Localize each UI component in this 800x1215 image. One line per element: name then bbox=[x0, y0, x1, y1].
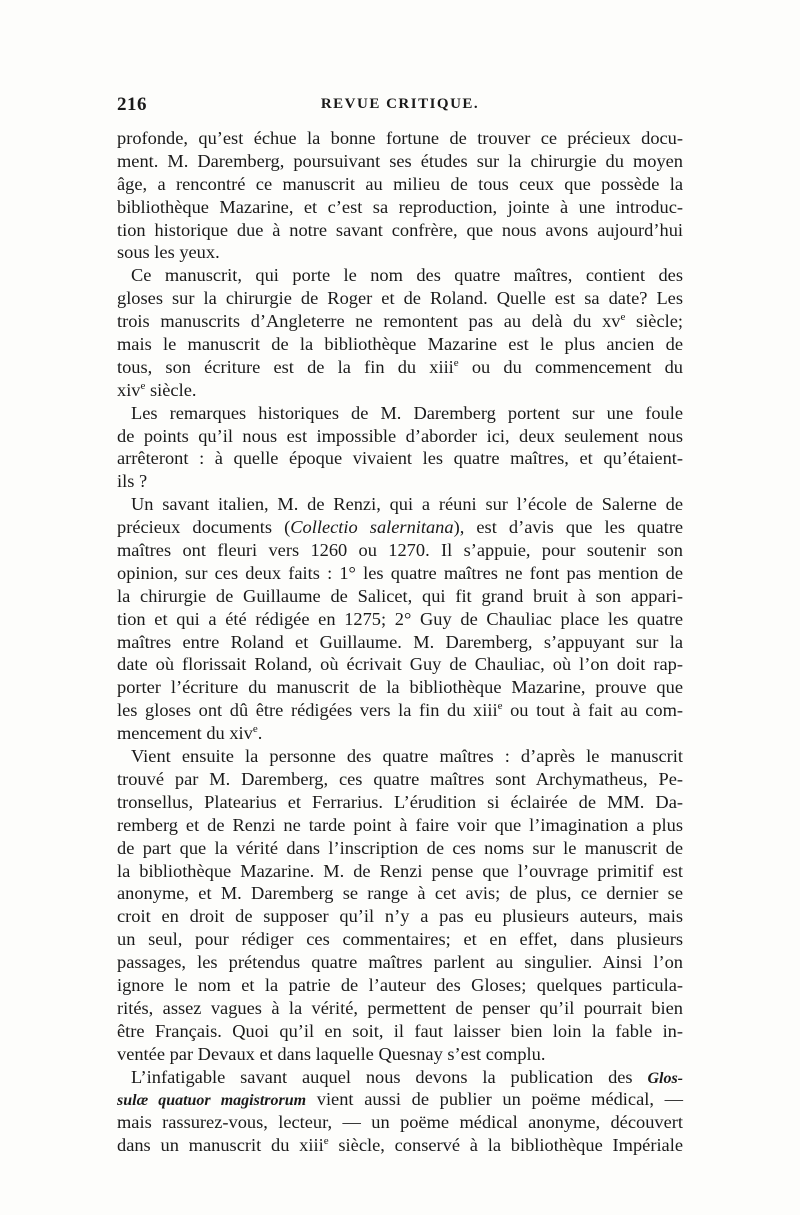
text-segment: précieux documents ( bbox=[117, 517, 291, 538]
superscript: e bbox=[252, 723, 258, 736]
text-line: maîtres entre Roland et Guillaume. M. Daremberg, s’appuyant sur la bbox=[117, 631, 683, 652]
text-segment: xiv bbox=[117, 379, 141, 400]
body-text bbox=[117, 127, 683, 1157]
text-line: Les remarques historiques de M. Daremberg portent sur une foule bbox=[131, 402, 683, 423]
text-segment: siècle. bbox=[145, 379, 197, 400]
text-line: tronsellus, Platearius et Ferrarius. L’érudition si éclairée de MM. Da- bbox=[117, 791, 683, 812]
superscript: e bbox=[323, 1135, 329, 1148]
text-line: date où florissait Roland, où écrivait Guy de Chauliac, où l’on doit rap- bbox=[117, 654, 683, 675]
text-segment: vient aussi de publier un poëme médical, — bbox=[306, 1089, 683, 1110]
text-line: mais le manuscrit de la bibliothèque Mazarine est le plus ancien de bbox=[117, 334, 683, 355]
text-line: trouvé par M. Daremberg, ces quatre maîtres sont Archymatheus, Pe- bbox=[117, 768, 683, 789]
text-segment: . bbox=[257, 723, 263, 744]
text-line bbox=[117, 1066, 683, 1089]
text-line: porter l’écriture du manuscrit de la bibliothèque Mazarine, prouve que bbox=[117, 677, 683, 698]
text-line: ment. M. Daremberg, poursuivant ses études sur la chirurgie du moyen bbox=[117, 150, 683, 171]
text-line: passages, les prétendus quatre maîtres parlent au singulier. Ainsi l’on bbox=[117, 952, 683, 973]
text-segment: les gloses ont dû être rédigées vers la fin du xiii bbox=[117, 700, 498, 721]
text-line: rités, assez vagues à la vérité, permettent de penser qu’il pourrait bien bbox=[117, 997, 683, 1018]
text-line: âge, a rencontré ce manuscrit au milieu de tous ceux que possède la bbox=[117, 173, 683, 194]
italic-title: Collectio salernitana bbox=[290, 517, 454, 538]
text-line: gloses sur la chirurgie de Roger et de Roland. Quelle est sa date? Les bbox=[117, 288, 683, 309]
text-segment: ou tout à fait au com- bbox=[502, 700, 683, 721]
text-line: Vient ensuite la personne des quatre maîtres : d’après le manuscrit bbox=[131, 746, 683, 767]
text-line: Ce manuscrit, qui porte le nom des quatre maîtres, contient des bbox=[131, 265, 683, 286]
text-line: ils ? bbox=[117, 471, 148, 492]
text-line: tion historique due à notre savant confrère, que nous avons aujourd’hui bbox=[117, 219, 683, 240]
text-line: arrêteront : à quelle époque vivaient les quatre maîtres, et qu’étaient- bbox=[117, 448, 683, 469]
text-line: sous les yeux. bbox=[117, 242, 220, 263]
text-line bbox=[117, 356, 683, 379]
text-line: opinion, sur ces deux faits : 1° les quatre maîtres ne font pas mention de bbox=[117, 562, 683, 583]
page-header bbox=[117, 94, 683, 122]
text-line bbox=[117, 722, 683, 745]
superscript: e bbox=[140, 379, 146, 392]
italic-title: Glos- bbox=[647, 1069, 683, 1087]
text-line bbox=[117, 1134, 683, 1157]
superscript: e bbox=[497, 700, 503, 713]
text-line: ignore le nom et la patrie de l’auteur des Gloses; quelques particula- bbox=[117, 974, 683, 995]
text-segment: mencement du xiv bbox=[117, 723, 253, 744]
text-line: la bibliothèque Mazarine. M. de Renzi pense que l’ouvrage primitif est bbox=[117, 860, 683, 881]
superscript: e bbox=[620, 311, 626, 323]
running-head: REVUE CRITIQUE. bbox=[320, 96, 480, 112]
text-line: être Français. Quoi qu’il en soit, il faut laisser bien loin la fable in- bbox=[117, 1020, 683, 1041]
text-line bbox=[117, 516, 683, 539]
text-line: bibliothèque Mazarine, et c’est sa reproduction, jointe à une introduc- bbox=[117, 196, 683, 217]
text-line: ventée par Devaux et dans laquelle Quesnay s’est complu. bbox=[117, 1043, 546, 1064]
text-segment: dans un manuscrit du xiii bbox=[117, 1135, 324, 1156]
italic-title: sulæ quatuor magistrorum bbox=[117, 1092, 307, 1110]
text-segment: ou du commencement du bbox=[458, 356, 683, 377]
text-line: un seul, pour rédiger ces commentaires; et en effet, dans plusieurs bbox=[117, 929, 683, 950]
text-line: croit en droit de supposer qu’il n’y a pas eu plusieurs auteurs, mais bbox=[117, 906, 683, 927]
text-segment: tous, son écriture est de la fin du xiii bbox=[117, 356, 454, 377]
text-segment: siècle, conservé à la bibliothèque Impériale bbox=[328, 1135, 683, 1156]
superscript: e bbox=[453, 356, 459, 369]
text-line: de part que la vérité dans l’inscription de ces noms sur le manuscrit de bbox=[117, 837, 683, 858]
text-line bbox=[117, 310, 683, 333]
text-line: Un savant italien, M. de Renzi, qui a réuni sur l’école de Salerne de bbox=[131, 494, 683, 515]
text-line: remberg et de Renzi ne tarde point à faire voir que l’imagination a plus bbox=[117, 814, 683, 835]
text-segment: siècle; bbox=[625, 311, 683, 332]
text-line: mais rassurez-vous, lecteur, — un poëme médical anonyme, découvert bbox=[117, 1112, 683, 1133]
text-line: tion et qui a été rédigée en 1275; 2° Guy de Chauliac place les quatre bbox=[117, 608, 683, 629]
text-line: de points qu’il nous est impossible d’aborder ici, deux seulement nous bbox=[117, 425, 683, 446]
text-line: la chirurgie de Guillaume de Salicet, qui fit grand bruit à son appari- bbox=[117, 585, 683, 606]
text-line: anonyme, et M. Daremberg se range à cet avis; de plus, ce dernier se bbox=[117, 883, 683, 904]
text-line bbox=[117, 379, 683, 402]
text-line bbox=[117, 1088, 683, 1111]
text-segment: trois manuscrits d’Angleterre ne remontent pas au delà du xv bbox=[117, 311, 621, 332]
text-line bbox=[117, 699, 683, 722]
page-number: 216 bbox=[117, 94, 147, 115]
text-line: maîtres ont fleuri vers 1260 ou 1270. Il s’appuie, pour soutenir son bbox=[117, 540, 683, 561]
text-line: profonde, qu’est échue la bonne fortune de trouver ce précieux docu- bbox=[117, 128, 683, 148]
text-segment: ), est d’avis que les quatre bbox=[453, 517, 684, 538]
text-segment: L’infatigable savant auquel nous devons la publication des bbox=[131, 1066, 648, 1087]
